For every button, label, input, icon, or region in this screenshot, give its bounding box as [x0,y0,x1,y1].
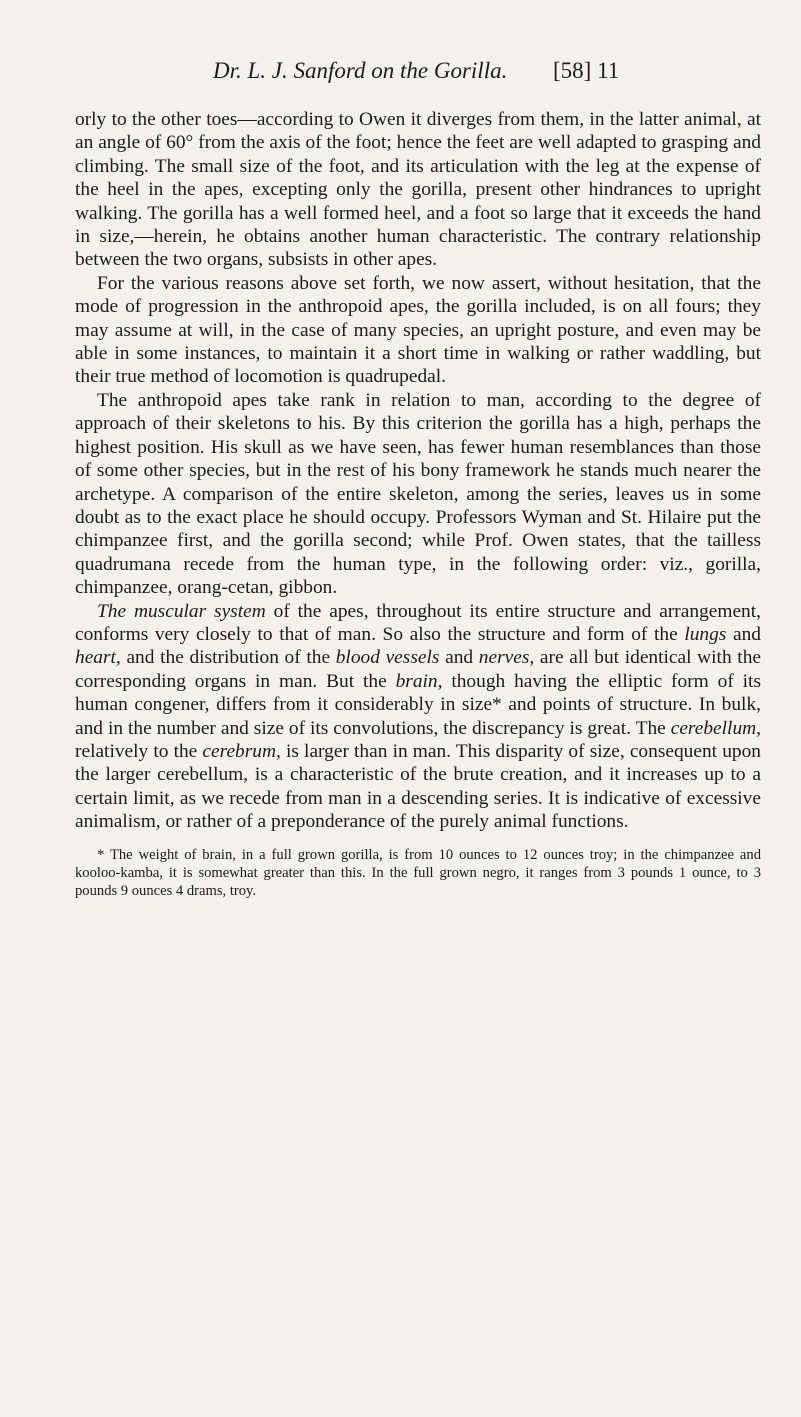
running-head-title: Dr. L. J. Sanford on the Gorilla. [213,58,508,83]
paragraph-3: The anthropoid apes take rank in relation to man, according to the degree of approach of their skeletons to his. By this criterion the gorilla has a high, perhaps the highest position. His skull as we have seen, has fewer human resemblances than those of some other species, but in the rest of his bony framework he stands much nearer the archetype. A comparison of the entire skeleton, among the series, leaves us in some doubt as to the exact place he should occupy. Professors Wyman and St. Hilaire put the chimpanzee first, and the gorilla second; while Prof. Owen states, that the tailless quadrumana recede from the human type, in the following order: viz., gorilla, chimpanzee, orang-cetan, gibbon. [75,389,761,599]
term-cerebrum: cerebrum, [202,740,281,762]
text-run: are all but identical with the corresponding organs in man. But the [75,647,761,692]
text-run: of the apes, throughout its entire structure and arrangement, conforms very closely to that of man. So also the structure and form of the [75,600,761,645]
paragraph-1: orly to the other toes—according to Owen it diverges from them, in the latter animal, at an angle of 60° from the axis of the foot; hence the feet are well adapted to grasping and climbing. The small size of the foot, and its articulation with the leg at the expense of the heel in the apes, excepting only the gorilla, present other hindrances to upright walking. The gorilla has a well formed heel, and a foot so large that it exceeds the hand in size,—herein, he obtains another human characteristic. The contrary relationship between the two organs, subsists in other apes. [75,109,761,271]
term-brain: brain, [395,670,443,692]
running-head [75,58,761,98]
paragraph-4 [75,600,761,834]
page-number: [58] 11 [553,58,620,83]
term-heart: heart, [75,647,121,669]
text-run: and the distribution of the [120,647,336,669]
text-run: is larger than in man. This disparity of size, consequent upon the larger cerebellum, is a characteristic of the brute creation, and it increases up to a certain limit, as we recede from man in a descending series. It is indicative of excessive animalism, or rather of a preponderance of the purely animal functions. [75,740,761,833]
term-cerebellum: cerebellum, [670,717,761,739]
term-lungs: lungs [684,623,727,645]
footnote-text: * The weight of brain, in a full grown gorilla, is from 10 ounces to 12 ounces troy; in the chimpanzee and kooloo-kamba, it is somewhat greater than this. In the full grown negro, it ranges from 3 pounds 1 ounce, to 3 pounds 9 ounces 4 drams, troy. [75,846,761,899]
term-muscular-system: The muscular system [97,600,266,622]
term-nerves: nerves, [478,647,535,669]
paragraph-2: For the various reasons above set forth, we now assert, without hesitation, that the mode of progression in the anthropoid apes, the gorilla included, is on all fours; they may assume at will, in the case of many species, an upright posture, and even may be able in some instances, to maintain it a short time in walking or rather waddling, but their true method of locomotion is quadrupedal. [75,272,761,388]
text-run: relatively to the [75,740,203,762]
term-blood-vessels: blood vessels [335,647,440,669]
text-run: and [439,647,479,669]
text-run: and [726,623,761,645]
footnote [75,846,761,900]
text-run: though having the elliptic form of its human congener, differs from it considerably in size* and points of structure. In bulk, and in the number and size of its convolutions, the discrepancy is great. The [75,670,761,739]
body-text [75,108,761,834]
